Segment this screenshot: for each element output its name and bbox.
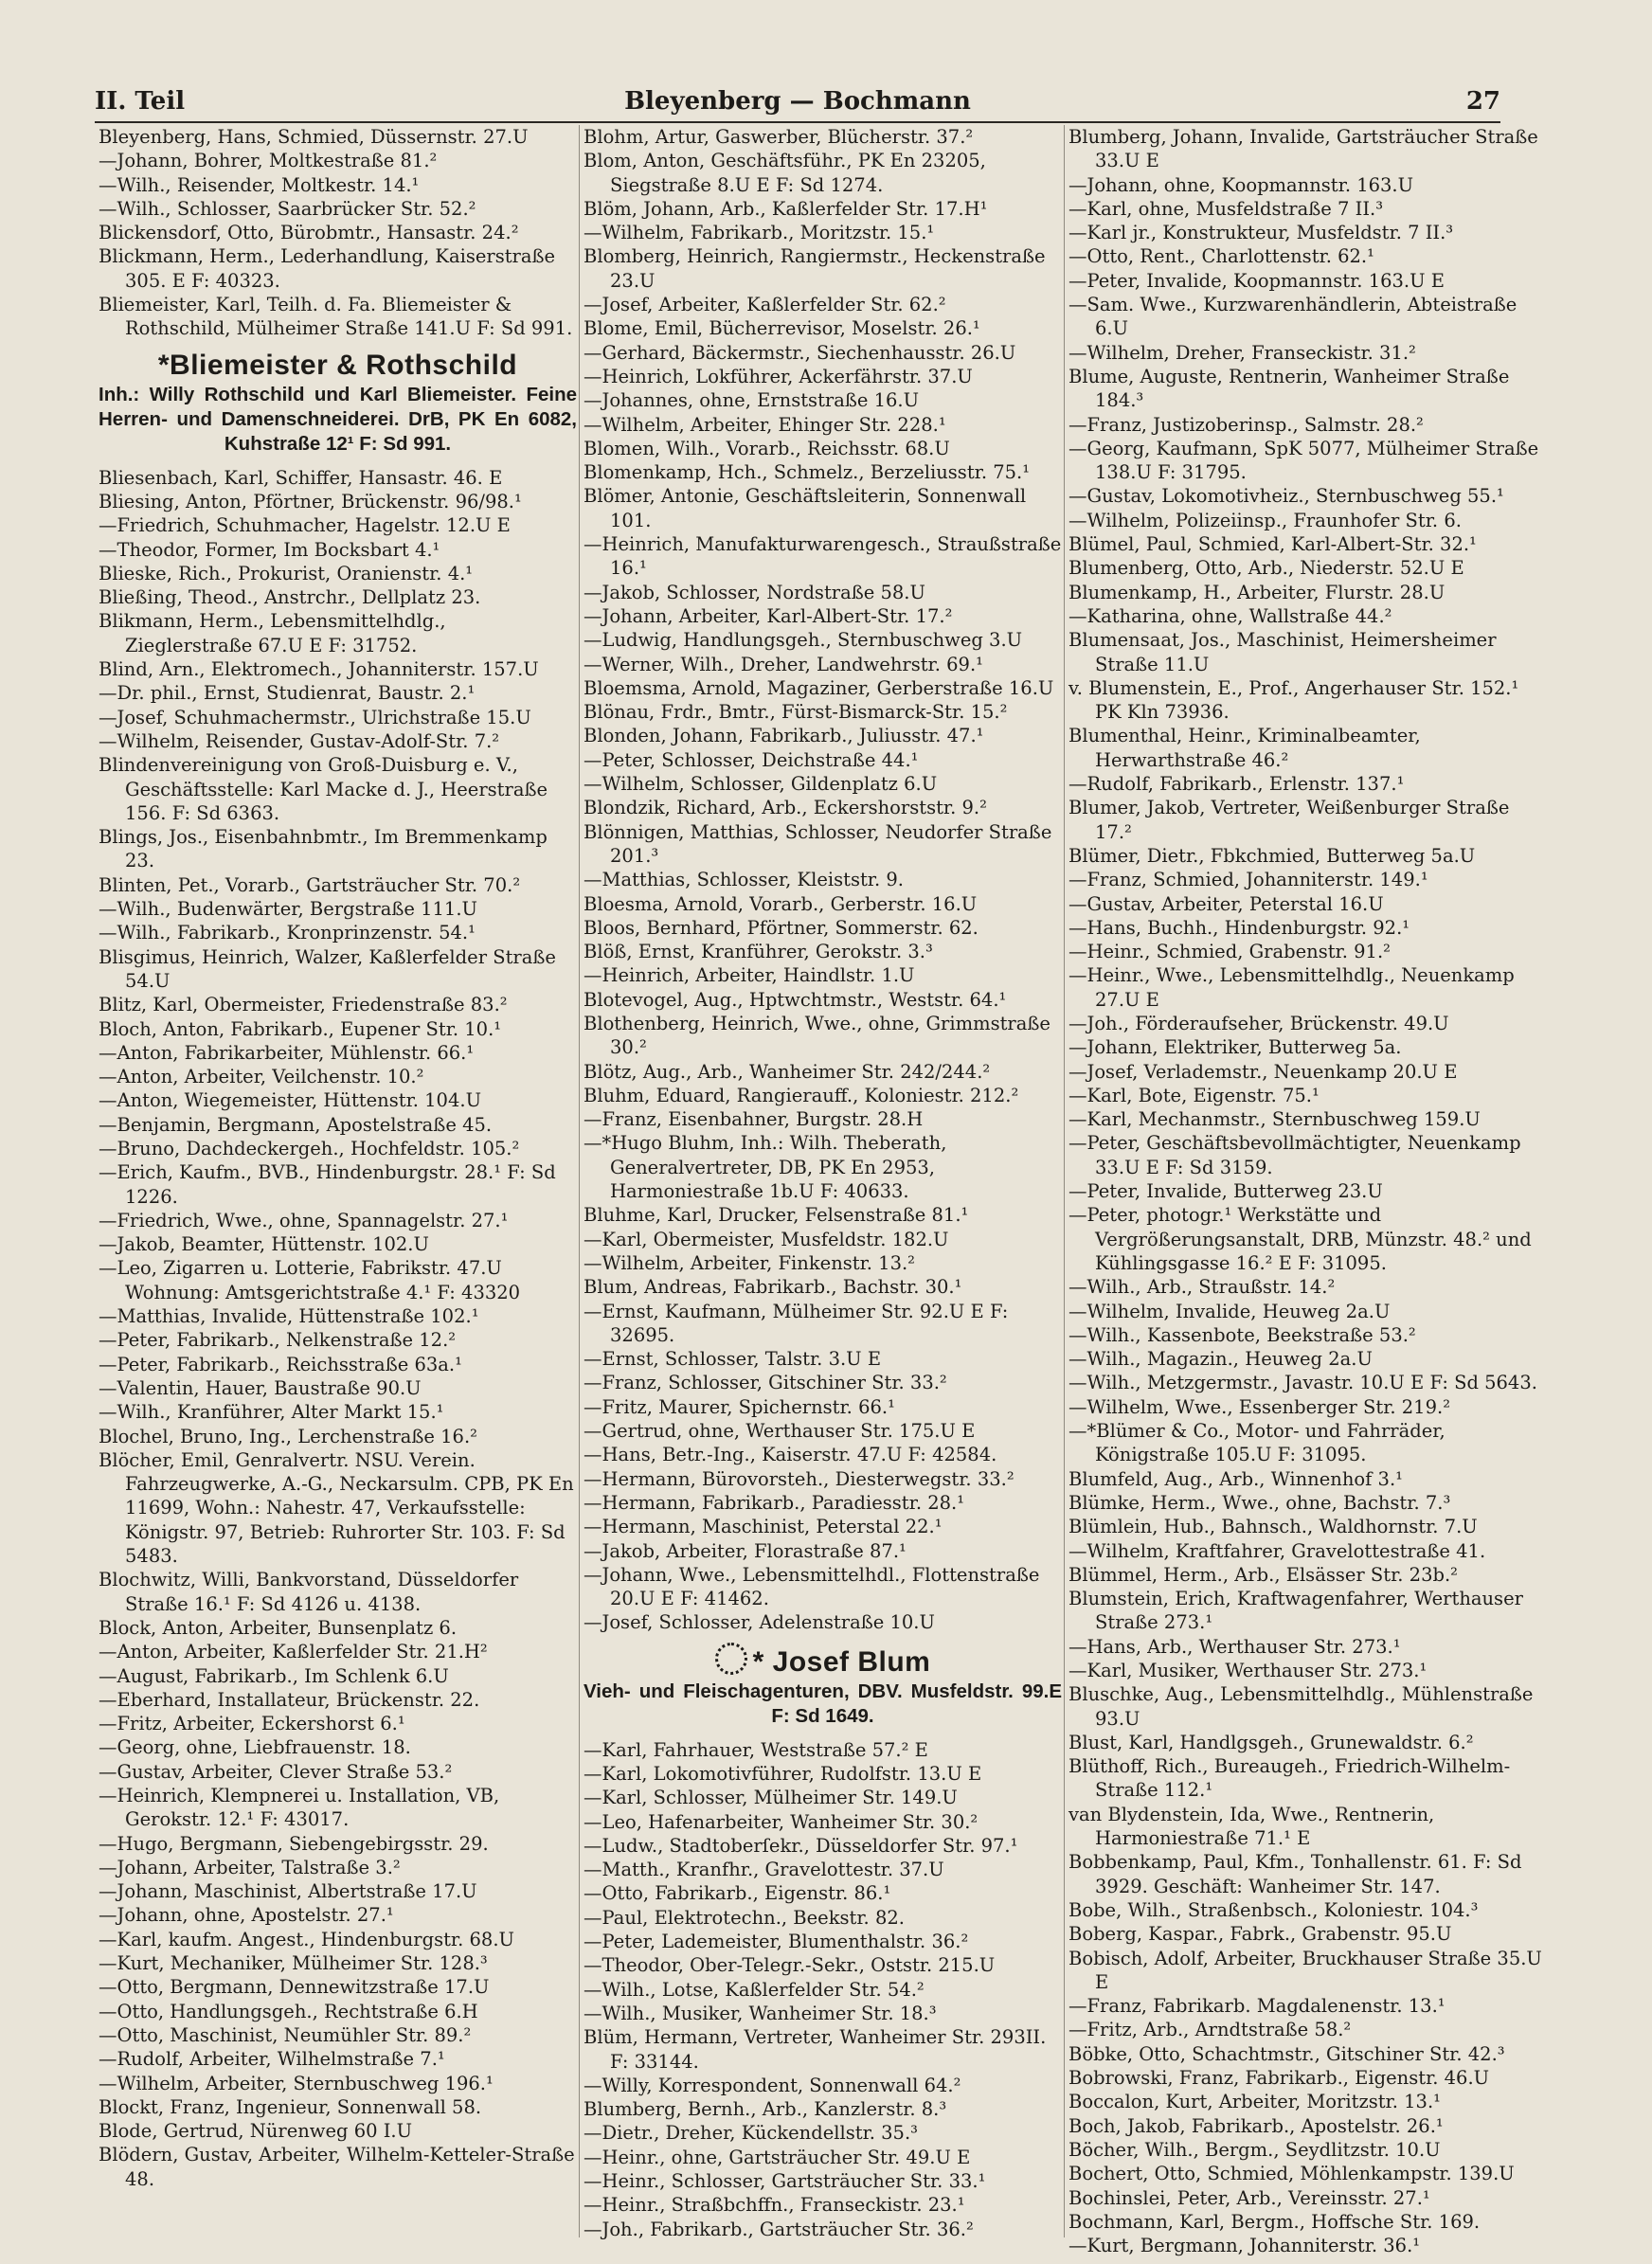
- directory-entry: Blönnigen, Matthias, Schlosser, Neudorfer Straße 201.³: [584, 820, 1052, 867]
- directory-entry: —Katharina, ohne, Wallstraße 44.²: [1068, 604, 1392, 627]
- directory-entry: —Otto, Handlungsgeh., Rechtstraße 6.H: [99, 2000, 478, 2022]
- directory-entry: —Wilh., Kranführer, Alter Markt 15.¹: [99, 1401, 444, 1424]
- directory-entry: —Peter, Lademeister, Blumenthalstr. 36.²: [584, 1931, 969, 1953]
- directory-entry: —Peter, Schlosser, Deichstraße 44.¹: [584, 748, 919, 771]
- directory-entry: —Jakob, Schlosser, Nordstraße 58.U: [584, 581, 925, 603]
- directory-entry: Blikmann, Herm., Lebensmittelhdlg., Zieglerstraße 67.U E F: 31752.: [99, 610, 446, 656]
- directory-entry: —Ernst, Schlosser, Talstr. 3.U E: [584, 1348, 882, 1371]
- directory-entry: —Heinr., Straßbchffn., Franseckistr. 23.¹: [584, 2194, 965, 2217]
- directory-entry: —Franz, Eisenbahner, Burgstr. 28.H: [584, 1108, 924, 1131]
- directory-entry: —Wilhelm, Arbeiter, Finkenstr. 13.²: [584, 1251, 916, 1274]
- directory-entry: Bobrowski, Franz, Fabrikarb., Eigenstr. 46.U: [1068, 2067, 1490, 2090]
- directory-entry: Blüthoff, Rich., Bureaugeh., Friedrich-Wilhelm-Straße 112.¹: [1068, 1755, 1511, 1802]
- entry-list: [584, 125, 1062, 1635]
- directory-entry: —Wilh., Budenwärter, Bergstraße 111.U: [99, 898, 477, 921]
- directory-entry: —Georg, ohne, Liebfrauenstr. 18.: [99, 1736, 411, 1759]
- section-label: II. Teil: [95, 87, 186, 116]
- directory-entry: —Erich, Kaufm., BVB., Hindenburgstr. 28.¹ F: Sd 1226.: [99, 1161, 556, 1208]
- directory-entry: v. Blumenstein, E., Prof., Angerhauser Str. 152.¹ PK Kln 73936.: [1068, 676, 1519, 724]
- page-number: 27: [1465, 87, 1500, 116]
- directory-entry: —Wilh., Magazin., Heuweg 2a.U: [1068, 1348, 1373, 1371]
- directory-entry: —Dr. phil., Ernst, Studienrat, Baustr. 2.¹: [99, 682, 476, 705]
- directory-entry: —Peter, Invalide, Butterweg 23.U: [1068, 1180, 1383, 1203]
- directory-entry: Blumenkamp, H., Arbeiter, Flurstr. 28.U: [1068, 581, 1446, 603]
- directory-entry: —Otto, Fabrikarb., Eigenstr. 86.¹: [584, 1882, 891, 1905]
- column-2: [584, 125, 1062, 2240]
- directory-entry: —Franz, Schlosser, Gitschiner Str. 33.²: [584, 1372, 947, 1394]
- directory-entry: Blind, Arn., Elektromech., Johanniterstr. 157.U: [99, 658, 539, 681]
- directory-entry: —Heinr., Schmied, Grabenstr. 91.²: [1068, 941, 1391, 963]
- directory-entry: —Johann, ohne, Koopmannstr. 163.U: [1068, 173, 1414, 196]
- directory-entry: —Heinr., Wwe., Lebensmittelhdlg., Neuenkamp 27.U E: [1068, 964, 1515, 1011]
- ad-body: Inh.: Willy Rothschild und Karl Bliemeister. Feine Herren- und Damenschneiderei. DrB, PK En 6082, Kuhstraße 12¹ F: Sd 991.: [99, 383, 577, 455]
- directory-entry: —Hugo, Bergmann, Siebengebirgsstr. 29.: [99, 1832, 489, 1855]
- directory-entry: —Peter, photogr.¹ Werkstätte und Vergrößerungsanstalt, DRB, Münzstr. 48.² und Kühlingsgasse 16.² E F: 31095.: [1068, 1204, 1532, 1274]
- directory-entry: Bliesenbach, Karl, Schiffer, Hansastr. 46. E: [99, 466, 503, 489]
- directory-entry: —Wilh., Metzgermstr., Javastr. 10.U E F: Sd 5643.: [1068, 1372, 1537, 1394]
- directory-entry: —Hermann, Bürovorsteh., Diesterwegstr. 33.²: [584, 1467, 1015, 1490]
- directory-entry: —*Blümer & Co., Motor- und Fahrräder, Königstraße 105.U F: 31095.: [1068, 1420, 1446, 1466]
- directory-entry: —Anton, Fabrikarbeiter, Mühlenstr. 66.¹: [99, 1041, 475, 1064]
- directory-entry: —Karl, Fahrhauer, Weststraße 57.² E: [584, 1738, 928, 1761]
- directory-entry: Blochel, Bruno, Ing., Lerchenstraße 16.²: [99, 1425, 477, 1447]
- page-header: [95, 83, 1500, 123]
- directory-entry: —Dietr., Dreher, Kückendellstr. 35.³: [584, 2122, 918, 2145]
- directory-entry: —Gerhard, Bäckermstr., Siechenhausstr. 26.U: [584, 341, 1016, 364]
- directory-entry: —Joh., Förderaufseher, Brückenstr. 49.U: [1068, 1012, 1449, 1034]
- directory-entry: —Theodor, Former, Im Bocksbart 4.¹: [99, 538, 440, 561]
- directory-entry: Blödern, Gustav, Arbeiter, Wilhelm-Ketteler-Straße 48.: [99, 2144, 575, 2190]
- directory-entry: —Valentin, Hauer, Baustraße 90.U: [99, 1376, 422, 1399]
- directory-entry: —Otto, Rent., Charlottenstr. 62.¹: [1068, 245, 1374, 268]
- entry-list: [1068, 125, 1547, 2257]
- directory-entry: —Wilh., Musiker, Wanheimer Str. 18.³: [584, 2002, 937, 2024]
- directory-entry: —Heinrich, Arbeiter, Haindlstr. 1.U: [584, 964, 915, 987]
- directory-entry: —Eberhard, Installateur, Brückenstr. 22.: [99, 1688, 480, 1711]
- directory-entry: Bochmann, Karl, Bergm., Hoffsche Str. 169.: [1068, 2210, 1481, 2233]
- directory-entry: Bobe, Wilh., Straßenbsch., Koloniestr. 104.³: [1068, 1898, 1479, 1921]
- advertisement-josef-blum: [584, 1643, 1062, 1729]
- directory-entry: Boch, Jakob, Fabrikarb., Apostelstr. 26.¹: [1068, 2114, 1444, 2137]
- directory-entry: —Gustav, Arbeiter, Peterstal 16.U: [1068, 892, 1384, 915]
- directory-entry: Blöm, Johann, Arb., Kaßlerfelder Str. 17.H¹: [584, 197, 988, 220]
- directory-entry: Blings, Jos., Eisenbahnbmtr., Im Bremmenkamp 23.: [99, 826, 548, 872]
- directory-entry: Blonden, Johann, Fabrikarb., Juliusstr. 47.¹: [584, 725, 984, 747]
- directory-entry: —Werner, Wilh., Dreher, Landwehrstr. 69.¹: [584, 653, 983, 675]
- directory-entry: Blickmann, Herm., Lederhandlung, Kaiserstraße 305. E F: 40323.: [99, 245, 556, 292]
- directory-entry: Blomberg, Heinrich, Rangiermstr., Heckenstraße 23.U: [584, 245, 1046, 292]
- directory-entry: Blondzik, Richard, Arb., Eckershorststr. 9.²: [584, 797, 987, 819]
- directory-entry: —Johannes, ohne, Ernststraße 16.U: [584, 389, 920, 412]
- directory-entry: —Peter, Fabrikarb., Nelkenstraße 12.²: [99, 1329, 457, 1352]
- directory-entry: Blume, Auguste, Rentnerin, Wanheimer Straße 184.³: [1068, 365, 1510, 412]
- directory-entry: —Wilhelm, Wwe., Essenberger Str. 219.²: [1068, 1395, 1451, 1418]
- directory-entry: —Wilhelm, Schlosser, Gildenplatz 6.U: [584, 773, 938, 796]
- directory-entry: Blötz, Aug., Arb., Wanheimer Str. 242/244.²: [584, 1060, 991, 1083]
- directory-entry: —Peter, Invalide, Koopmannstr. 163.U E: [1068, 269, 1445, 292]
- ad-title: * Josef Blum: [752, 1645, 931, 1678]
- directory-entry: Block, Anton, Arbeiter, Bunsenplatz 6.: [99, 1616, 458, 1639]
- directory-entry: —Heinrich, Lokführer, Ackerfährstr. 37.U: [584, 365, 973, 387]
- ad-title: *Bliemeister & Rothschild: [157, 349, 518, 381]
- directory-entry: —Peter, Fabrikarb., Reichsstraße 63a.¹: [99, 1353, 462, 1375]
- directory-entry: —Fritz, Maurer, Spichernstr. 66.¹: [584, 1395, 895, 1418]
- directory-entry: Blümlein, Hub., Bahnsch., Waldhornstr. 7.U: [1068, 1516, 1478, 1538]
- directory-entry: Bloos, Bernhard, Pförtner, Sommerstr. 62.: [584, 916, 979, 939]
- directory-entry: Blotevogel, Aug., Hptwchtmstr., Weststr. 64.¹: [584, 988, 1007, 1011]
- directory-entry: Blohm, Artur, Gaswerber, Blücherstr. 37.²: [584, 126, 974, 148]
- directory-entry: —Paul, Elektrotechn., Beekstr. 82.: [584, 1906, 905, 1929]
- directory-entry: —Benjamin, Bergmann, Apostelstraße 45.: [99, 1113, 493, 1136]
- entry-list: [99, 125, 577, 341]
- running-title: Bleyenberg — Bochmann: [624, 87, 971, 116]
- directory-entry: —Heinrich, Manufakturwarengesch., Straußstraße 16.¹: [584, 533, 1062, 580]
- directory-entry: Blothenberg, Heinrich, Wwe., ohne, Grimmstraße 30.²: [584, 1012, 1050, 1059]
- directory-entry: —Franz, Justizoberinsp., Salmstr. 28.²: [1068, 413, 1424, 436]
- directory-entry: Bloemsma, Arnold, Magaziner, Gerberstraße 16.U: [584, 676, 1054, 699]
- directory-entry: —Friedrich, Wwe., ohne, Spannagelstr. 27.¹: [99, 1209, 509, 1231]
- directory-entry: Blumfeld, Aug., Arb., Winnenhof 3.¹: [1068, 1467, 1403, 1490]
- directory-entry: —Theodor, Ober-Telegr.-Sekr., Oststr. 215.U: [584, 1954, 996, 1977]
- directory-entry: —Hans, Arb., Werthauser Str. 273.¹: [1068, 1635, 1401, 1658]
- directory-entry: Bliesing, Anton, Pförtner, Brückenstr. 96/98.¹: [99, 490, 522, 512]
- directory-entry: —Friedrich, Schuhmacher, Hagelstr. 12.U E: [99, 514, 511, 537]
- directory-entry: —Josef, Arbeiter, Kaßlerfelder Str. 62.²: [584, 294, 946, 316]
- directory-entry: Blümel, Paul, Schmied, Karl-Albert-Str. 32.¹: [1068, 533, 1477, 556]
- directory-entry: Blöß, Ernst, Kranführer, Gerokstr. 3.³: [584, 941, 933, 963]
- directory-entry: Blisgimus, Heinrich, Walzer, Kaßlerfelder Straße 54.U: [99, 945, 556, 992]
- directory-entry: Blust, Karl, Handlgsgeh., Grunewaldstr. 6.²: [1068, 1731, 1474, 1753]
- directory-entry: —August, Fabrikarb., Im Schlenk 6.U: [99, 1664, 449, 1687]
- directory-entry: Blindenvereinigung von Groß-Duisburg e. V., Geschäftsstelle: Karl Macke d. J., Heerstraße 156. F: Sd 6363.: [99, 754, 548, 824]
- directory-entry: Blumberg, Johann, Invalide, Gartsträucher Straße 33.U E: [1068, 126, 1538, 172]
- directory-entry: —Wilhelm, Invalide, Heuweg 2a.U: [1068, 1300, 1391, 1322]
- directory-entry: —Johann, Wwe., Lebensmittelhdl., Flottenstraße 20.U E F: 41462.: [584, 1563, 1040, 1610]
- directory-entry: —Hermann, Fabrikarb., Paradiesstr. 28.¹: [584, 1491, 965, 1514]
- sunburst-logo-icon: [715, 1643, 747, 1675]
- ad-body: Vieh- und Fleischagenturen, DBV. Musfeldstr. 99.E F: Sd 1649.: [584, 1680, 1062, 1727]
- directory-entry: —Fritz, Arbeiter, Eckershorst 6.¹: [99, 1713, 405, 1735]
- directory-entry: —Wilh., Kassenbote, Beekstraße 53.²: [1068, 1323, 1416, 1346]
- directory-entry: Blieske, Rich., Prokurist, Oranienstr. 4.¹: [99, 562, 474, 584]
- directory-entry: —Wilhelm, Polizeiinsp., Fraunhofer Str. 6.: [1068, 509, 1462, 531]
- directory-entry: —Anton, Arbeiter, Kaßlerfelder Str. 21.H²: [99, 1641, 488, 1663]
- directory-entry: —Franz, Schmied, Johanniterstr. 149.¹: [1068, 869, 1428, 891]
- directory-entry: —Franz, Fabrikarb. Magdalenenstr. 13.¹: [1068, 1995, 1446, 2018]
- directory-entry: —Karl, Mechanmstr., Sternbuschweg 159.U: [1068, 1108, 1481, 1131]
- directory-entry: Blüm, Hermann, Vertreter, Wanheimer Str. 293II. F: 33144.: [584, 2026, 1047, 2073]
- directory-entry: —Ludw., Stadtoberſekr., Düsseldorfer Str. 97.¹: [584, 1834, 1018, 1857]
- directory-entry: Blome, Emil, Bücherrevisor, Moselstr. 26.¹: [584, 317, 980, 340]
- directory-entry: —Karl, Bote, Eigenstr. 75.¹: [1068, 1084, 1320, 1106]
- directory-entry: Bloesma, Arnold, Vorarb., Gerberstr. 16.U: [584, 892, 978, 915]
- directory-entry: Blomen, Wilh., Vorarb., Reichsstr. 68.U: [584, 437, 950, 459]
- directory-entry: —Karl, kaufm. Angest., Hindenburgstr. 68.U: [99, 1928, 514, 1950]
- directory-entry: —Hans, Betr.-Ing., Kaiserstr. 47.U F: 42584.: [584, 1444, 997, 1466]
- directory-entry: —Karl, Musiker, Werthauser Str. 273.¹: [1068, 1660, 1428, 1681]
- directory-entry: Blöcher, Emil, Genralvertr. NSU. Verein. Fahrzeugwerke, A.-G., Neckarsulm. CPB, PK En 11699, Wohn.: Nahestr. 47, Verkaufsstelle: Königstr. 97, Betrieb: Ruhrorter Str. 103. F: Sd 5483.: [99, 1448, 574, 1568]
- column-divider: [579, 125, 580, 2237]
- directory-entry: —Johann, Elektriker, Butterweg 5a.: [1068, 1036, 1402, 1059]
- directory-entry: van Blydenstein, Ida, Wwe., Rentnerin, Harmoniestraße 71.¹ E: [1068, 1803, 1435, 1850]
- directory-entry: —Leo, Hafenarbeiter, Wanheimer Str. 30.²: [584, 1810, 979, 1833]
- directory-entry: —Jakob, Arbeiter, Florastraße 87.¹: [584, 1539, 907, 1562]
- directory-entry: Blumenberg, Otto, Arb., Niederstr. 52.U E: [1068, 557, 1464, 580]
- directory-entry: Boberg, Kaspar., Fabrk., Grabenstr. 95.U: [1068, 1923, 1452, 1946]
- directory-entry: Blumberg, Bernh., Arb., Kanzlerstr. 8.³: [584, 2098, 947, 2121]
- directory-entry: Böcher, Wilh., Bergm., Seydlitzstr. 10.U: [1068, 2138, 1441, 2161]
- directory-entry: —Georg, Kaufmann, SpK 5077, Mülheimer Straße 138.U F: 31795.: [1068, 437, 1539, 484]
- directory-entry: —Johann, Arbeiter, Karl-Albert-Str. 17.²: [584, 604, 953, 627]
- directory-entry: Böbke, Otto, Schachtmstr., Gitschiner Str. 42.³: [1068, 2042, 1505, 2065]
- directory-entry: —Karl, Schlosser, Mülheimer Str. 149.U: [584, 1787, 958, 1809]
- directory-entry: —Kurt, Mechaniker, Mülheimer Str. 128.³: [99, 1952, 488, 1975]
- directory-entry: —Otto, Bergmann, Dennewitzstraße 17.U: [99, 1976, 490, 1999]
- directory-entry: —Leo, Zigarren u. Lotterie, Fabrikstr. 47.U Wohnung: Amtsgerichtstraße 4.¹ F: 43320: [99, 1257, 521, 1303]
- directory-entry: Blumstein, Erich, Kraftwagenfahrer, Werthauser Straße 273.¹: [1068, 1588, 1523, 1634]
- directory-entry: —Willy, Korrespondent, Sonnenwall 64.²: [584, 2074, 961, 2096]
- directory-entry: Boccalon, Kurt, Arbeiter, Moritzstr. 13.¹: [1068, 2091, 1441, 2113]
- column-3: [1068, 125, 1547, 2257]
- directory-entry: —Karl, Obermeister, Musfeldstr. 182.U: [584, 1228, 949, 1250]
- directory-entry: —Wilh., Arb., Straußstr. 14.²: [1068, 1276, 1336, 1299]
- directory-entry: —Johann, ohne, Apostelstr. 27.¹: [99, 1904, 394, 1927]
- directory-entry: Bochinslei, Peter, Arb., Vereinsstr. 27.¹: [1068, 2186, 1430, 2209]
- directory-entry: —Bruno, Dachdeckergeh., Hochfeldstr. 105.²: [99, 1137, 520, 1159]
- directory-entry: —Wilh., Reisender, Moltkestr. 14.¹: [99, 173, 420, 196]
- directory-entry: Bloch, Anton, Fabrikarb., Eupener Str. 10.¹: [99, 1017, 502, 1040]
- directory-entry: Bobisch, Adolf, Arbeiter, Bruckhauser Straße 35.U E: [1068, 1947, 1542, 1993]
- directory-entry: Blickensdorf, Otto, Bürobmtr., Hansastr. 24.²: [99, 222, 519, 244]
- directory-entry: —Anton, Wiegemeister, Hüttenstr. 104.U: [99, 1089, 482, 1112]
- directory-entry: —Fritz, Arb., Arndtstraße 58.²: [1068, 2019, 1352, 2041]
- directory-entry: —Johann, Maschinist, Albertstraße 17.U: [99, 1880, 477, 1903]
- column-1: [99, 125, 577, 2237]
- directory-entry: —Heinrich, Klempnerei u. Installation, VB, Gerokstr. 12.¹ F: 43017.: [99, 1785, 500, 1831]
- directory-entry: Blumenthal, Heinr., Kriminalbeamter, Herwarthstraße 46.²: [1068, 725, 1421, 771]
- directory-entry: —Gustav, Arbeiter, Clever Straße 53.²: [99, 1760, 453, 1783]
- directory-entry: —Matth., Kranfhr., Gravelottestr. 37.U: [584, 1859, 944, 1881]
- directory-entry: Bliemeister, Karl, Teilh. d. Fa. Bliemeister & Rothschild, Mülheimer Straße 141.U F: Sd 991.: [99, 294, 573, 340]
- directory-entry: —Hans, Buchh., Hindenburgstr. 92.¹: [1068, 916, 1410, 939]
- directory-entry: Blinten, Pet., Vorarb., Gartsträucher Str. 70.²: [99, 873, 521, 896]
- directory-entry: —Wilhelm, Reisender, Gustav-Adolf-Str. 7.²: [99, 729, 500, 752]
- directory-entry: —Wilh., Schlosser, Saarbrücker Str. 52.²: [99, 197, 476, 220]
- directory-entry: —Anton, Arbeiter, Veilchenstr. 10.²: [99, 1066, 424, 1088]
- directory-entry: —Johann, Bohrer, Moltkestraße 81.²: [99, 150, 438, 172]
- directory-entry: Bließing, Theod., Anstrchr., Dellplatz 23.: [99, 586, 481, 609]
- directory-entry: Bleyenberg, Hans, Schmied, Düssernstr. 27.U: [99, 126, 529, 148]
- directory-entry: —Johann, Arbeiter, Talstraße 3.²: [99, 1856, 401, 1878]
- entry-list: [584, 1738, 1062, 2241]
- directory-entry: —Wilhelm, Fabrikarb., Moritzstr. 15.¹: [584, 222, 935, 244]
- directory-entry: Blochwitz, Willi, Bankvorstand, Düsseldorfer Straße 16.¹ F: Sd 4126 u. 4138.: [99, 1569, 519, 1615]
- directory-entry: Bochert, Otto, Schmied, Möhlenkampstr. 139.U: [1068, 2163, 1515, 2185]
- column-divider: [1064, 125, 1065, 2237]
- directory-entry: —Josef, Schlosser, Adelenstraße 10.U: [584, 1611, 935, 1634]
- directory-entry: —Wilhelm, Arbeiter, Sternbuschweg 196.¹: [99, 2072, 494, 2094]
- directory-entry: —Wilh., Fabrikarb., Kronprinzenstr. 54.¹: [99, 922, 476, 944]
- directory-entry: —Josef, Verlademstr., Neuenkamp 20.U E: [1068, 1060, 1458, 1083]
- directory-entry: —*Hugo Bluhm, Inh.: Wilh. Theberath, Generalvertreter, DB, PK En 2953, Harmoniestraße 1b.U F: 40633.: [584, 1132, 947, 1203]
- directory-entry: —Joh., Fabrikarb., Gartsträucher Str. 36.²: [584, 2218, 974, 2240]
- directory-entry: Blom, Anton, Geschäftsführ., PK En 23205, Siegstraße 8.U E F: Sd 1274.: [584, 150, 986, 196]
- directory-entry: —Wilh., Lotse, Kaßlerfelder Str. 54.²: [584, 1978, 925, 2001]
- directory-entry: Blümke, Herm., Wwe., ohne, Bachstr. 7.³: [1068, 1491, 1451, 1514]
- directory-entry: —Wilhelm, Arbeiter, Ehinger Str. 228.¹: [584, 413, 946, 436]
- directory-entry: —Rudolf, Fabrikarb., Erlenstr. 137.¹: [1068, 773, 1405, 796]
- directory-entry: —Ludwig, Handlungsgeh., Sternbuschweg 3.U: [584, 629, 1023, 652]
- entry-list: [99, 466, 577, 2191]
- directory-entry: —Heinr., Schlosser, Gartsträucher Str. 33.¹: [584, 2170, 986, 2193]
- directory-entry: —Peter, Geschäftsbevollmächtigter, Neuenkamp 33.U E F: Sd 3159.: [1068, 1132, 1521, 1178]
- directory-entry: Blockt, Franz, Ingenieur, Sonnenwall 58.: [99, 2095, 482, 2118]
- directory-entry: —Sam. Wwe., Kurzwarenhändlerin, Abteistraße 6.U: [1068, 294, 1517, 340]
- directory-entry: Blümer, Dietr., Fbkchmied, Butterweg 5a.U: [1068, 844, 1476, 867]
- directory-entry: —Jakob, Beamter, Hüttenstr. 102.U: [99, 1233, 429, 1256]
- directory-entry: Blum, Andreas, Fabrikarb., Bachstr. 30.¹: [584, 1276, 962, 1299]
- directory-entry: Blumer, Jakob, Vertreter, Weißenburger Straße 17.²: [1068, 797, 1510, 843]
- directory-entry: —Gertrud, ohne, Werthauser Str. 175.U E: [584, 1420, 976, 1443]
- directory-entry: —Heinr., ohne, Gartsträucher Str. 49.U E: [584, 2146, 971, 2168]
- directory-entry: —Karl, Lokomotivführer, Rudolfstr. 13.U E: [584, 1763, 982, 1785]
- directory-entry: Bluhme, Karl, Drucker, Felsenstraße 81.¹: [584, 1204, 969, 1227]
- directory-entry: —Hermann, Maschinist, Peterstal 22.¹: [584, 1516, 943, 1538]
- directory-entry: Blümmel, Herm., Arb., Elsässer Str. 23b.²: [1068, 1563, 1458, 1586]
- directory-entry: Bluschke, Aug., Lebensmittelhdlg., Mühlenstraße 93.U: [1068, 1683, 1534, 1730]
- directory-entry: —Wilhelm, Kraftfahrer, Gravelottestraße 41.: [1068, 1539, 1486, 1562]
- directory-entry: —Karl, ohne, Musfeldstraße 7 II.³: [1068, 197, 1384, 220]
- directory-entry: —Rudolf, Arbeiter, Wilhelmstraße 7.¹: [99, 2048, 445, 2071]
- directory-entry: —Matthias, Invalide, Hüttenstraße 102.¹: [99, 1305, 479, 1328]
- directory-entry: —Karl jr., Konstrukteur, Musfeldstr. 7 II.³: [1068, 222, 1454, 244]
- advertisement-bliemeister-rothschild: [99, 349, 577, 457]
- directory-entry: —Josef, Schuhmachermstr., Ulrichstraße 15.U: [99, 706, 531, 728]
- directory-entry: Blitz, Karl, Obermeister, Friedenstraße 83.²: [99, 994, 508, 1016]
- directory-entry: Blönau, Frdr., Bmtr., Fürst-Bismarck-Str. 15.²: [584, 701, 1008, 724]
- directory-entry: Blomenkamp, Hch., Schmelz., Berzeliusstr. 75.¹: [584, 461, 1031, 484]
- directory-entry: Blumensaat, Jos., Maschinist, Heimersheimer Straße 11.U: [1068, 629, 1497, 675]
- directory-entry: —Wilhelm, Dreher, Franseckistr. 31.²: [1068, 341, 1416, 364]
- directory-entry: —Gustav, Lokomotivheiz., Sternbuschweg 55.¹: [1068, 485, 1504, 508]
- directory-entry: Blömer, Antonie, Geschäftsleiterin, Sonnenwall 101.: [584, 485, 1027, 531]
- directory-entry: Bluhm, Eduard, Rangierauff., Koloniestr. 212.²: [584, 1084, 1019, 1106]
- directory-entry: —Matthias, Schlosser, Kleiststr. 9.: [584, 869, 904, 891]
- directory-entry: —Otto, Maschinist, Neumühler Str. 89.²: [99, 2023, 472, 2046]
- directory-entry: —Ernst, Kaufmann, Mülheimer Str. 92.U E F: 32695.: [584, 1300, 1009, 1346]
- directory-entry: —Kurt, Bergmann, Johanniterstr. 36.¹: [1068, 2235, 1421, 2257]
- directory-entry: Blode, Gertrud, Nürenweg 60 I.U: [99, 2120, 413, 2143]
- directory-entry: Bobbenkamp, Paul, Kfm., Tonhallenstr. 61. F: Sd 3929. Geschäft: Wanheimer Str. 147.: [1068, 1851, 1522, 1897]
